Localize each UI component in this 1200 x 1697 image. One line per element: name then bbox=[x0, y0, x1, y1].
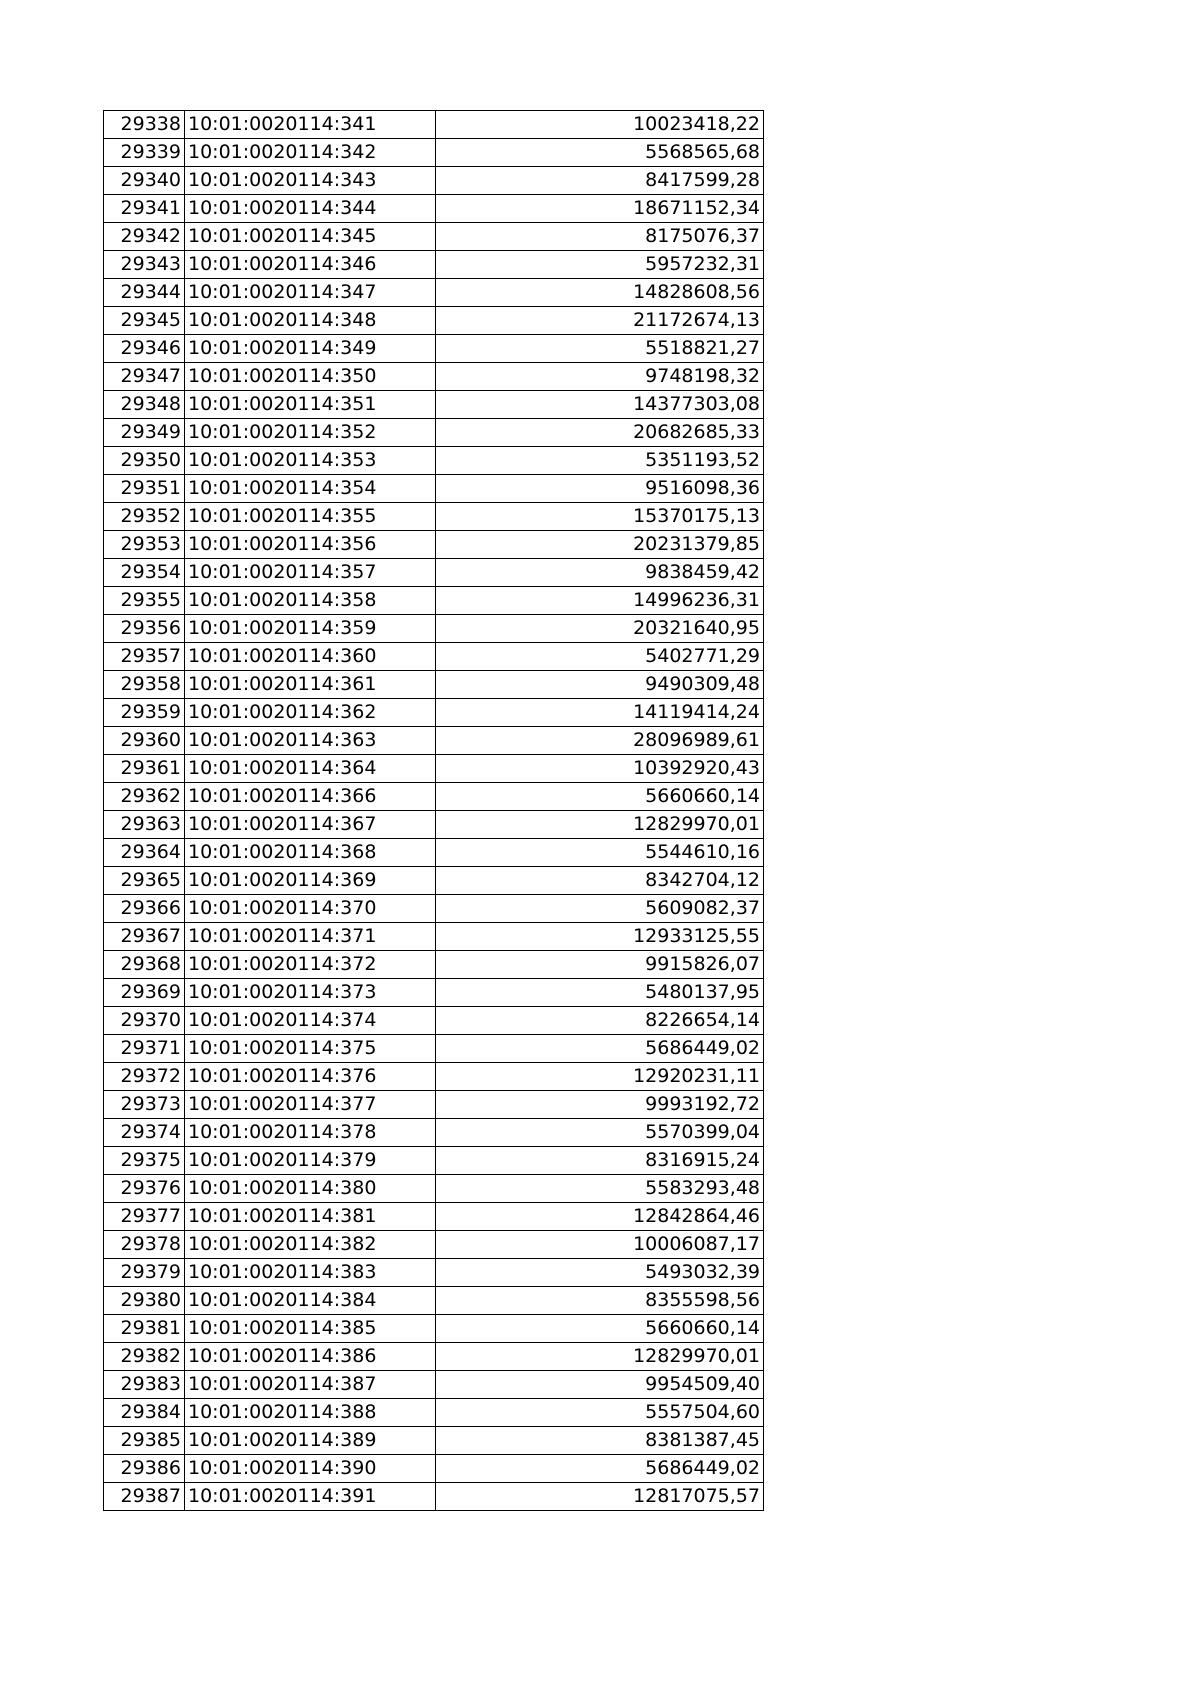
cadastral-number-cell: 10:01:0020114:387 bbox=[185, 1371, 436, 1399]
cadastral-number-cell: 10:01:0020114:381 bbox=[185, 1203, 436, 1231]
table-row bbox=[104, 1119, 764, 1147]
value-cell: 5609082,37 bbox=[436, 895, 764, 923]
row-number-cell: 29386 bbox=[104, 1455, 185, 1483]
table-row bbox=[104, 1455, 764, 1483]
cadastral-number-cell: 10:01:0020114:383 bbox=[185, 1259, 436, 1287]
cadastral-number-cell: 10:01:0020114:362 bbox=[185, 699, 436, 727]
row-number-cell: 29377 bbox=[104, 1203, 185, 1231]
row-number-cell: 29358 bbox=[104, 671, 185, 699]
value-cell: 12829970,01 bbox=[436, 811, 764, 839]
table-row bbox=[104, 699, 764, 727]
table-row bbox=[104, 1427, 764, 1455]
value-cell: 12842864,46 bbox=[436, 1203, 764, 1231]
value-cell: 9490309,48 bbox=[436, 671, 764, 699]
value-cell: 5686449,02 bbox=[436, 1455, 764, 1483]
table-row bbox=[104, 979, 764, 1007]
value-cell: 10006087,17 bbox=[436, 1231, 764, 1259]
row-number-cell: 29362 bbox=[104, 783, 185, 811]
cadastral-number-cell: 10:01:0020114:378 bbox=[185, 1119, 436, 1147]
value-cell: 9748198,32 bbox=[436, 363, 764, 391]
value-cell: 8342704,12 bbox=[436, 867, 764, 895]
value-cell: 5660660,14 bbox=[436, 783, 764, 811]
row-number-cell: 29373 bbox=[104, 1091, 185, 1119]
row-number-cell: 29378 bbox=[104, 1231, 185, 1259]
cadastral-number-cell: 10:01:0020114:377 bbox=[185, 1091, 436, 1119]
cadastral-number-cell: 10:01:0020114:347 bbox=[185, 279, 436, 307]
value-cell: 20231379,85 bbox=[436, 531, 764, 559]
row-number-cell: 29381 bbox=[104, 1315, 185, 1343]
table-row bbox=[104, 643, 764, 671]
value-cell: 28096989,61 bbox=[436, 727, 764, 755]
table-row bbox=[104, 1063, 764, 1091]
table-row bbox=[104, 923, 764, 951]
value-cell: 14996236,31 bbox=[436, 587, 764, 615]
cadastral-number-cell: 10:01:0020114:361 bbox=[185, 671, 436, 699]
cadastral-number-cell: 10:01:0020114:364 bbox=[185, 755, 436, 783]
cadastral-number-cell: 10:01:0020114:346 bbox=[185, 251, 436, 279]
value-cell: 9993192,72 bbox=[436, 1091, 764, 1119]
cadastral-number-cell: 10:01:0020114:373 bbox=[185, 979, 436, 1007]
value-cell: 5660660,14 bbox=[436, 1315, 764, 1343]
table-row bbox=[104, 307, 764, 335]
cadastral-number-cell: 10:01:0020114:342 bbox=[185, 139, 436, 167]
row-number-cell: 29339 bbox=[104, 139, 185, 167]
table-row bbox=[104, 363, 764, 391]
cadastral-number-cell: 10:01:0020114:389 bbox=[185, 1427, 436, 1455]
row-number-cell: 29384 bbox=[104, 1399, 185, 1427]
table-row bbox=[104, 195, 764, 223]
table-row bbox=[104, 111, 764, 139]
row-number-cell: 29369 bbox=[104, 979, 185, 1007]
table-row bbox=[104, 1231, 764, 1259]
value-cell: 20682685,33 bbox=[436, 419, 764, 447]
row-number-cell: 29383 bbox=[104, 1371, 185, 1399]
row-number-cell: 29382 bbox=[104, 1343, 185, 1371]
row-number-cell: 29371 bbox=[104, 1035, 185, 1063]
row-number-cell: 29343 bbox=[104, 251, 185, 279]
value-cell: 5686449,02 bbox=[436, 1035, 764, 1063]
table-row bbox=[104, 531, 764, 559]
value-cell: 10392920,43 bbox=[436, 755, 764, 783]
row-number-cell: 29375 bbox=[104, 1147, 185, 1175]
table-row bbox=[104, 839, 764, 867]
value-cell: 12817075,57 bbox=[436, 1483, 764, 1511]
table-row bbox=[104, 1147, 764, 1175]
cadastral-number-cell: 10:01:0020114:391 bbox=[185, 1483, 436, 1511]
value-cell: 5583293,48 bbox=[436, 1175, 764, 1203]
row-number-cell: 29367 bbox=[104, 923, 185, 951]
table-row bbox=[104, 587, 764, 615]
value-cell: 5957232,31 bbox=[436, 251, 764, 279]
row-number-cell: 29360 bbox=[104, 727, 185, 755]
value-cell: 12829970,01 bbox=[436, 1343, 764, 1371]
cadastral-number-cell: 10:01:0020114:368 bbox=[185, 839, 436, 867]
row-number-cell: 29387 bbox=[104, 1483, 185, 1511]
row-number-cell: 29352 bbox=[104, 503, 185, 531]
row-number-cell: 29365 bbox=[104, 867, 185, 895]
cadastral-number-cell: 10:01:0020114:376 bbox=[185, 1063, 436, 1091]
row-number-cell: 29361 bbox=[104, 755, 185, 783]
table-row bbox=[104, 1399, 764, 1427]
table-row bbox=[104, 139, 764, 167]
row-number-cell: 29342 bbox=[104, 223, 185, 251]
table-row bbox=[104, 1203, 764, 1231]
value-cell: 21172674,13 bbox=[436, 307, 764, 335]
cadastral-number-cell: 10:01:0020114:358 bbox=[185, 587, 436, 615]
row-number-cell: 29366 bbox=[104, 895, 185, 923]
value-cell: 5568565,68 bbox=[436, 139, 764, 167]
cadastral-number-cell: 10:01:0020114:372 bbox=[185, 951, 436, 979]
table-row bbox=[104, 1371, 764, 1399]
cadastral-number-cell: 10:01:0020114:348 bbox=[185, 307, 436, 335]
row-number-cell: 29347 bbox=[104, 363, 185, 391]
table-row bbox=[104, 447, 764, 475]
cadastral-number-cell: 10:01:0020114:379 bbox=[185, 1147, 436, 1175]
value-cell: 12920231,11 bbox=[436, 1063, 764, 1091]
table-row bbox=[104, 1035, 764, 1063]
row-number-cell: 29359 bbox=[104, 699, 185, 727]
row-number-cell: 29353 bbox=[104, 531, 185, 559]
row-number-cell: 29346 bbox=[104, 335, 185, 363]
cadastral-number-cell: 10:01:0020114:386 bbox=[185, 1343, 436, 1371]
cadastral-number-cell: 10:01:0020114:345 bbox=[185, 223, 436, 251]
row-number-cell: 29368 bbox=[104, 951, 185, 979]
table-row bbox=[104, 755, 764, 783]
row-number-cell: 29348 bbox=[104, 391, 185, 419]
table-row bbox=[104, 1315, 764, 1343]
value-cell: 14377303,08 bbox=[436, 391, 764, 419]
table-row bbox=[104, 951, 764, 979]
value-cell: 5518821,27 bbox=[436, 335, 764, 363]
table-row bbox=[104, 503, 764, 531]
value-cell: 5544610,16 bbox=[436, 839, 764, 867]
row-number-cell: 29356 bbox=[104, 615, 185, 643]
value-cell: 10023418,22 bbox=[436, 111, 764, 139]
row-number-cell: 29341 bbox=[104, 195, 185, 223]
row-number-cell: 29355 bbox=[104, 587, 185, 615]
table-row bbox=[104, 167, 764, 195]
value-cell: 9838459,42 bbox=[436, 559, 764, 587]
cadastral-number-cell: 10:01:0020114:343 bbox=[185, 167, 436, 195]
table-row bbox=[104, 895, 764, 923]
cadastral-number-cell: 10:01:0020114:341 bbox=[185, 111, 436, 139]
row-number-cell: 29372 bbox=[104, 1063, 185, 1091]
row-number-cell: 29351 bbox=[104, 475, 185, 503]
table-row bbox=[104, 223, 764, 251]
value-cell: 5351193,52 bbox=[436, 447, 764, 475]
value-cell: 14828608,56 bbox=[436, 279, 764, 307]
cadastral-number-cell: 10:01:0020114:374 bbox=[185, 1007, 436, 1035]
value-cell: 9516098,36 bbox=[436, 475, 764, 503]
value-cell: 14119414,24 bbox=[436, 699, 764, 727]
value-cell: 20321640,95 bbox=[436, 615, 764, 643]
table-row bbox=[104, 1175, 764, 1203]
table-row bbox=[104, 391, 764, 419]
cadastral-number-cell: 10:01:0020114:385 bbox=[185, 1315, 436, 1343]
table-row bbox=[104, 1007, 764, 1035]
value-cell: 8355598,56 bbox=[436, 1287, 764, 1315]
row-number-cell: 29349 bbox=[104, 419, 185, 447]
cadastral-number-cell: 10:01:0020114:354 bbox=[185, 475, 436, 503]
cadastral-number-cell: 10:01:0020114:359 bbox=[185, 615, 436, 643]
value-cell: 5480137,95 bbox=[436, 979, 764, 1007]
row-number-cell: 29376 bbox=[104, 1175, 185, 1203]
cadastral-number-cell: 10:01:0020114:355 bbox=[185, 503, 436, 531]
value-cell: 5570399,04 bbox=[436, 1119, 764, 1147]
value-cell: 9954509,40 bbox=[436, 1371, 764, 1399]
cadastral-number-cell: 10:01:0020114:360 bbox=[185, 643, 436, 671]
cadastral-number-cell: 10:01:0020114:344 bbox=[185, 195, 436, 223]
value-cell: 8226654,14 bbox=[436, 1007, 764, 1035]
row-number-cell: 29340 bbox=[104, 167, 185, 195]
row-number-cell: 29385 bbox=[104, 1427, 185, 1455]
table-row bbox=[104, 867, 764, 895]
cadastral-number-cell: 10:01:0020114:351 bbox=[185, 391, 436, 419]
row-number-cell: 29363 bbox=[104, 811, 185, 839]
cadastral-number-cell: 10:01:0020114:353 bbox=[185, 447, 436, 475]
cadastral-number-cell: 10:01:0020114:388 bbox=[185, 1399, 436, 1427]
table-row bbox=[104, 1091, 764, 1119]
value-cell: 18671152,34 bbox=[436, 195, 764, 223]
table-row bbox=[104, 419, 764, 447]
table-row bbox=[104, 811, 764, 839]
cadastral-number-cell: 10:01:0020114:371 bbox=[185, 923, 436, 951]
table-row bbox=[104, 615, 764, 643]
row-number-cell: 29350 bbox=[104, 447, 185, 475]
value-cell: 8417599,28 bbox=[436, 167, 764, 195]
value-cell: 12933125,55 bbox=[436, 923, 764, 951]
cadastral-number-cell: 10:01:0020114:352 bbox=[185, 419, 436, 447]
cadastral-number-cell: 10:01:0020114:366 bbox=[185, 783, 436, 811]
cadastral-number-cell: 10:01:0020114:349 bbox=[185, 335, 436, 363]
value-cell: 8316915,24 bbox=[436, 1147, 764, 1175]
row-number-cell: 29344 bbox=[104, 279, 185, 307]
value-cell: 8381387,45 bbox=[436, 1427, 764, 1455]
cadastral-number-cell: 10:01:0020114:380 bbox=[185, 1175, 436, 1203]
table-row bbox=[104, 783, 764, 811]
row-number-cell: 29364 bbox=[104, 839, 185, 867]
row-number-cell: 29379 bbox=[104, 1259, 185, 1287]
table-row bbox=[104, 251, 764, 279]
cadastral-number-cell: 10:01:0020114:367 bbox=[185, 811, 436, 839]
row-number-cell: 29345 bbox=[104, 307, 185, 335]
cadastral-number-cell: 10:01:0020114:390 bbox=[185, 1455, 436, 1483]
cadastral-number-cell: 10:01:0020114:357 bbox=[185, 559, 436, 587]
row-number-cell: 29374 bbox=[104, 1119, 185, 1147]
row-number-cell: 29370 bbox=[104, 1007, 185, 1035]
cadastral-number-cell: 10:01:0020114:369 bbox=[185, 867, 436, 895]
row-number-cell: 29354 bbox=[104, 559, 185, 587]
cadastral-number-cell: 10:01:0020114:370 bbox=[185, 895, 436, 923]
row-number-cell: 29338 bbox=[104, 111, 185, 139]
table-row bbox=[104, 279, 764, 307]
table-row bbox=[104, 727, 764, 755]
table-body bbox=[104, 111, 764, 1511]
cadastral-number-cell: 10:01:0020114:350 bbox=[185, 363, 436, 391]
table-row bbox=[104, 1287, 764, 1315]
value-cell: 5493032,39 bbox=[436, 1259, 764, 1287]
value-cell: 5402771,29 bbox=[436, 643, 764, 671]
cadastral-number-cell: 10:01:0020114:382 bbox=[185, 1231, 436, 1259]
row-number-cell: 29380 bbox=[104, 1287, 185, 1315]
table-row bbox=[104, 1483, 764, 1511]
table-row bbox=[104, 335, 764, 363]
value-cell: 8175076,37 bbox=[436, 223, 764, 251]
table-row bbox=[104, 1259, 764, 1287]
table-row bbox=[104, 1343, 764, 1371]
cadastral-number-cell: 10:01:0020114:363 bbox=[185, 727, 436, 755]
table-row bbox=[104, 475, 764, 503]
value-cell: 9915826,07 bbox=[436, 951, 764, 979]
cadastral-number-cell: 10:01:0020114:384 bbox=[185, 1287, 436, 1315]
value-cell: 15370175,13 bbox=[436, 503, 764, 531]
row-number-cell: 29357 bbox=[104, 643, 185, 671]
value-cell: 5557504,60 bbox=[436, 1399, 764, 1427]
cadastral-number-cell: 10:01:0020114:375 bbox=[185, 1035, 436, 1063]
data-table bbox=[103, 110, 764, 1511]
table-row bbox=[104, 671, 764, 699]
table-row bbox=[104, 559, 764, 587]
cadastral-number-cell: 10:01:0020114:356 bbox=[185, 531, 436, 559]
